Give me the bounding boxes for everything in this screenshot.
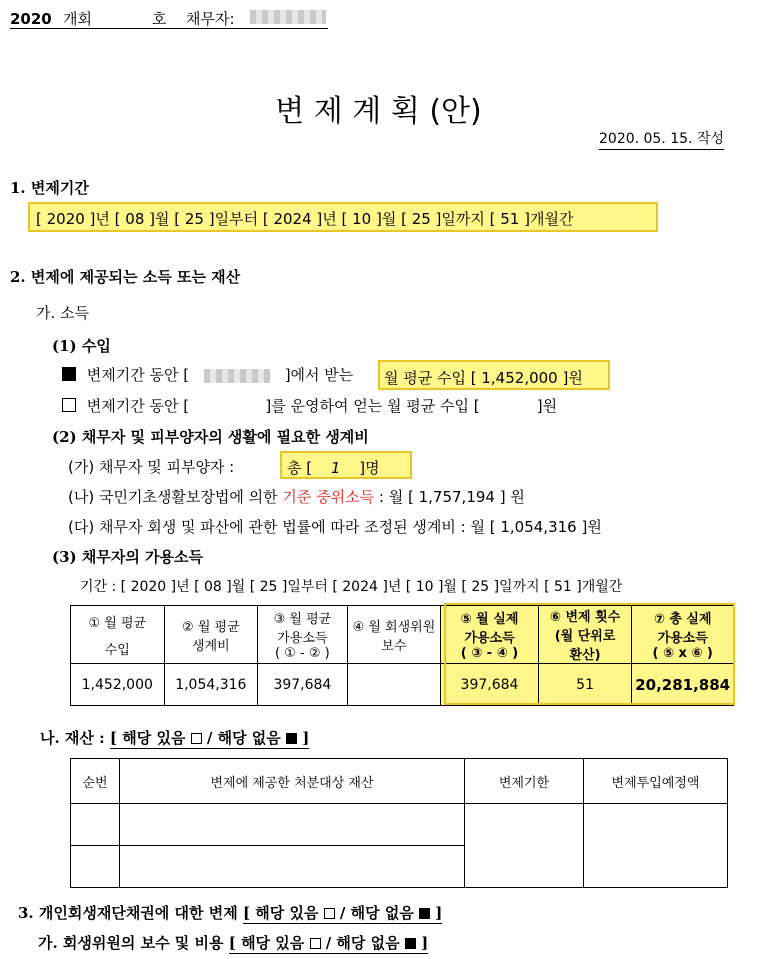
page-title: 변 제 계 획 (안) (275, 94, 482, 129)
living-na-prefix: (나) 국민기초생활보장법에 의한 (68, 488, 278, 506)
checkbox-checked (62, 367, 76, 381)
section3-sub-choice-end: ] (421, 934, 429, 952)
section3-yes-checkbox[interactable] (324, 908, 335, 919)
table-cell (71, 846, 120, 888)
section3-sub-heading: 가. 회생위원의 보수 및 비용 (38, 934, 224, 952)
section3-sub-no-checkbox[interactable] (405, 938, 416, 949)
table-cell (584, 804, 728, 888)
property-table (70, 758, 728, 888)
section3-sub-yes-checkbox[interactable] (310, 938, 321, 949)
case-label: 개회 (62, 10, 92, 28)
section3-sub-choice-no: / 해당 없음 (325, 934, 400, 952)
col-property: 변제에 제공한 처분대상 재산 (120, 759, 465, 804)
section2-heading: 2. 변제에 제공되는 소득 또는 재산 (10, 268, 241, 286)
available-heading: (3) 채무자의 가용소득 (52, 548, 203, 566)
monthly-income-highlight (378, 360, 610, 390)
employer-name-redacted (204, 369, 270, 383)
dependents-suffix: ]명 (359, 459, 380, 477)
cell-trustee-fee (347, 664, 441, 706)
income-line1-prefix: 변제기간 동안 [ (86, 366, 190, 384)
dependents-highlight (280, 451, 412, 479)
property-line (40, 727, 309, 748)
section3-choice (243, 904, 442, 924)
income-heading: (1) 수입 (52, 337, 111, 355)
section3-no-checkbox[interactable] (419, 908, 430, 919)
cell-real-available: 397,684 (441, 664, 539, 706)
section3-sub-choice (229, 934, 428, 954)
col-living-cost: ② 월 평균 생계비 (164, 606, 258, 664)
col-deadline: 변제기한 (465, 759, 584, 804)
property-no-checkbox[interactable] (286, 733, 297, 744)
section1-period (28, 202, 658, 232)
col-real-available: ⑤ 월 실제 가용소득 ( ③ - ④ ) (441, 606, 539, 664)
col-trustee-fee: ④ 월 회생위원 보수 (347, 606, 441, 664)
section3-sub-line (38, 932, 428, 953)
section1-period-text: [ 2020 ]년 [ 08 ]월 [ 25 ]일부터 [ 2024 ]년 [ 10 ]월 [ 25 ]일까지 [ 51 ]개월간 (36, 210, 574, 228)
living-na-line (68, 486, 525, 507)
section1-heading: 1. 변제기간 (10, 179, 89, 197)
property-choice-end: ] (302, 729, 310, 747)
living-ga-prefix: (가) 채무자 및 피부양자 : (68, 458, 235, 476)
cell-repayment-count: 51 (538, 664, 632, 706)
col-repayment-count: ⑥ 변제 횟수 (월 단위로 환산) (538, 606, 632, 664)
living-heading: (2) 채무자 및 피부양자의 생활에 필요한 생계비 (52, 428, 369, 446)
section3-choice-no: / 해당 없음 (339, 904, 414, 922)
income-line-2 (62, 395, 557, 416)
property-choice-no: / 해당 없음 (206, 729, 281, 747)
section2-sub-ga: 가. 소득 (36, 304, 90, 322)
col-monthly-income: ① 월 평균 수입 (71, 606, 165, 664)
property-choice (110, 729, 309, 749)
table-cell (120, 846, 465, 888)
table-cell (465, 804, 584, 888)
income-line2-text: 변제기간 동안 [ ]를 운영하여 얻는 월 평균 수입 [ ]원 (86, 397, 558, 415)
cell-monthly-income: 1,452,000 (71, 664, 165, 706)
col-available: ③ 월 평균 가용소득 ( ① - ② ) (258, 606, 348, 664)
property-yes-checkbox[interactable] (191, 733, 202, 744)
dependents-count: 1 (330, 459, 341, 477)
table-cell (71, 804, 120, 846)
document-date: 2020. 05. 15. 작성 (599, 128, 724, 150)
checkbox-unchecked (62, 398, 76, 412)
property-label: 나. 재산 : (40, 729, 105, 747)
monthly-income-text: 월 평균 수입 [ 1,452,000 ]원 (384, 369, 583, 387)
section3-heading: 3. 개인회생재단채권에 대한 변제 (18, 904, 238, 922)
case-year: 2020 (10, 10, 52, 28)
col-planned-amount: 변제투입예정액 (584, 759, 728, 804)
section3-choice-yes: [ 해당 있음 (242, 904, 319, 922)
case-header (10, 8, 328, 29)
case-number-label: 호 (152, 10, 167, 28)
table-cell (120, 804, 465, 846)
col-seq: 순번 (71, 759, 120, 804)
property-choice-yes: [ 해당 있음 (109, 729, 186, 747)
debtor-label: 채무자: (186, 10, 235, 28)
available-period: 기간 : [ 2020 ]년 [ 08 ]월 [ 25 ]일부터 [ 2024 ]년 [ 10 ]월 [ 25 ]일까지 [ 51 ]개월간 (80, 579, 623, 595)
living-na-suffix: : 월 [ 1,757,194 ] 원 (378, 488, 525, 506)
median-income-label: 기준 중위소득 (282, 488, 375, 506)
cell-available: 397,684 (258, 664, 348, 706)
cell-living-cost: 1,054,316 (164, 664, 258, 706)
living-ga-line (68, 456, 234, 477)
col-total-available: ⑦ 총 실제 가용소득 ( ⑤ x ⑥ ) (632, 606, 734, 664)
available-income-table (70, 605, 734, 706)
cell-total-available: 20,281,884 (632, 664, 734, 706)
section3-sub-choice-yes: [ 해당 있음 (228, 934, 305, 952)
living-da-line: (다) 채무자 회생 및 파산에 관한 법률에 따라 조정된 생계비 : 월 [ 1,054,316 ]원 (68, 518, 602, 536)
income-line1-mid: ]에서 받는 (284, 366, 354, 384)
section3-line (18, 902, 442, 923)
income-line-1 (62, 364, 353, 392)
debtor-name-redacted (250, 10, 326, 24)
section3-choice-end: ] (435, 904, 443, 922)
dependents-prefix: 총 [ (287, 459, 313, 477)
